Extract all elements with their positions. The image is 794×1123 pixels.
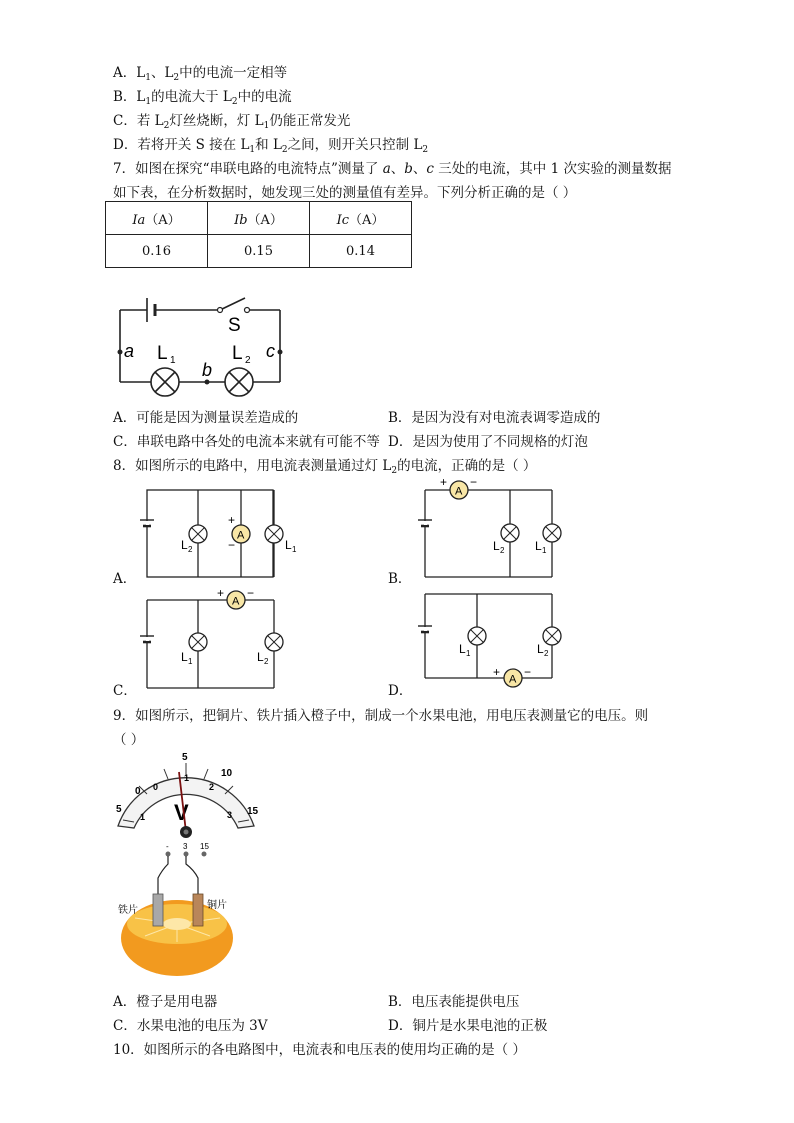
table-row bbox=[106, 235, 412, 268]
q9-option-b: B．电压表能提供电压 bbox=[388, 994, 520, 1010]
svg-text:−: − bbox=[470, 475, 478, 489]
svg-text:2: 2 bbox=[544, 649, 549, 658]
table-header-ic: Ic（A） bbox=[310, 202, 412, 235]
q6-option-d: D．若将开关 S 接在 $L_1$和 $L_2$之间，则开关只控制 $L_2$ bbox=[113, 137, 429, 155]
q9-stem-line1: 9．如图所示，把铜片、铁片插入橙子中，制成一个水果电池，用电压表测量它的电压。则 bbox=[113, 708, 649, 724]
q9-option-c: C．水果电池的电压为 3V bbox=[113, 1018, 268, 1034]
q9-stem-line2: （ ） bbox=[113, 732, 145, 748]
terminal-3v bbox=[184, 852, 189, 857]
svg-text:+: + bbox=[228, 513, 236, 527]
svg-text:-: - bbox=[166, 842, 169, 851]
lamp-l1-label: L bbox=[157, 343, 168, 364]
q9-option-a: A．橙子是用电器 bbox=[113, 994, 218, 1010]
table-header-ia: Ia（A） bbox=[106, 202, 208, 235]
svg-text:3: 3 bbox=[227, 810, 233, 820]
q7-option-d: D．是因为使用了不同规格的灯泡 bbox=[388, 434, 588, 450]
svg-text:A: A bbox=[237, 529, 245, 542]
svg-text:+: + bbox=[217, 586, 225, 600]
q6-option-a: A．$L_1$、$L_2$中的电流一定相等 bbox=[113, 65, 288, 83]
q10-stem: 10．如图所示的各电路图中，电流表和电压表的使用均正确的是（ ） bbox=[113, 1042, 526, 1058]
svg-text:15: 15 bbox=[247, 806, 259, 817]
q8-label-b: B． bbox=[388, 571, 412, 587]
q8-label-a: A． bbox=[113, 571, 137, 587]
lamp-l1-sub: 1 bbox=[170, 355, 176, 366]
q8-stem: 8．如图所示的电路中，用电流表测量通过灯 $L_2$的电流，正确的是（ ） bbox=[113, 458, 537, 476]
svg-text:+: + bbox=[493, 665, 501, 679]
point-b-label: b bbox=[202, 360, 213, 380]
svg-text:1: 1 bbox=[542, 546, 547, 555]
voltmeter-unit: V bbox=[174, 800, 189, 825]
q6-option-c: C．若 $L_2$灯丝烧断，灯 $L_1$仍能正常发光 bbox=[113, 113, 351, 131]
svg-text:5: 5 bbox=[116, 804, 122, 815]
svg-text:0: 0 bbox=[153, 782, 159, 792]
table-cell-ib: 0.15 bbox=[208, 235, 310, 268]
svg-text:L: L bbox=[459, 642, 466, 656]
svg-text:+: + bbox=[440, 475, 448, 489]
point-a-label: a bbox=[124, 341, 135, 361]
q8-circuit-c bbox=[140, 586, 280, 692]
point-c-label: c bbox=[266, 341, 275, 361]
q8-label-c: C． bbox=[113, 683, 137, 699]
q6-option-b: B．$L_1$的电流大于 $L_2$中的电流 bbox=[113, 89, 292, 107]
q7-series-circuit bbox=[100, 288, 300, 400]
svg-text:L: L bbox=[535, 539, 542, 553]
svg-text:L: L bbox=[257, 650, 264, 664]
svg-text:A: A bbox=[509, 673, 517, 686]
iron-plate bbox=[153, 894, 163, 926]
copper-plate bbox=[193, 894, 203, 926]
svg-text:2: 2 bbox=[500, 546, 505, 555]
svg-text:L: L bbox=[181, 650, 188, 664]
svg-text:2: 2 bbox=[264, 657, 269, 666]
table-cell-ic: 0.14 bbox=[310, 235, 412, 268]
q7-option-b: B．是因为没有对电流表调零造成的 bbox=[388, 410, 601, 426]
table-header-row bbox=[106, 202, 412, 235]
svg-text:A: A bbox=[232, 595, 240, 608]
terminal-15v bbox=[202, 852, 207, 857]
q8-circuit-d bbox=[420, 588, 560, 694]
svg-text:5: 5 bbox=[182, 752, 188, 763]
iron-label: 铁片 bbox=[118, 905, 138, 916]
switch-label: S bbox=[228, 315, 241, 336]
q8-label-d: D． bbox=[388, 683, 413, 699]
q7-stem-line1: 7．如图在探究“串联电路的电流特点”测量了 a、b、c 三处的电流，其中 1 次实验的测量数据 bbox=[113, 161, 672, 177]
svg-text:1: 1 bbox=[292, 545, 297, 554]
svg-text:3: 3 bbox=[183, 842, 188, 851]
svg-text:−: − bbox=[247, 586, 255, 600]
fruit-battery-illustration bbox=[110, 748, 270, 978]
q8-circuit-a bbox=[140, 482, 297, 582]
svg-text:1: 1 bbox=[140, 812, 146, 822]
svg-text:2: 2 bbox=[209, 782, 215, 792]
svg-text:L: L bbox=[181, 538, 188, 552]
q9-option-d: D．铜片是水果电池的正极 bbox=[388, 1018, 548, 1034]
svg-text:L: L bbox=[285, 538, 292, 552]
svg-text:10: 10 bbox=[221, 768, 233, 779]
table-header-ib: Ib（A） bbox=[208, 202, 310, 235]
lamp-l2-sub: 2 bbox=[245, 355, 251, 366]
copper-label: 铜片 bbox=[207, 900, 227, 911]
terminal-negative bbox=[166, 852, 171, 857]
svg-text:15: 15 bbox=[200, 842, 209, 851]
svg-text:2: 2 bbox=[188, 545, 193, 554]
lamp-l2-label: L bbox=[232, 343, 243, 364]
q7-option-a: A．可能是因为测量误差造成的 bbox=[113, 410, 299, 426]
wire-copper bbox=[186, 856, 198, 895]
table-cell-ia: 0.16 bbox=[106, 235, 208, 268]
svg-text:1: 1 bbox=[184, 773, 190, 783]
svg-text:1: 1 bbox=[188, 657, 193, 666]
q8-circuit-b bbox=[420, 475, 560, 582]
svg-text:A: A bbox=[455, 485, 463, 498]
svg-text:−: − bbox=[228, 538, 236, 552]
q7-data-table bbox=[105, 201, 412, 268]
svg-text:0: 0 bbox=[135, 786, 141, 797]
wire-iron bbox=[158, 856, 168, 895]
svg-text:−: − bbox=[524, 665, 532, 679]
svg-text:L: L bbox=[537, 642, 544, 656]
svg-text:L: L bbox=[493, 539, 500, 553]
svg-text:1: 1 bbox=[466, 649, 471, 658]
q7-option-c: C．串联电路中各处的电流本来就有可能不等 bbox=[113, 434, 380, 450]
q7-stem-line2: 如下表，在分析数据时，她发现三处的测量值有差异。下列分析正确的是（ ） bbox=[113, 185, 577, 201]
